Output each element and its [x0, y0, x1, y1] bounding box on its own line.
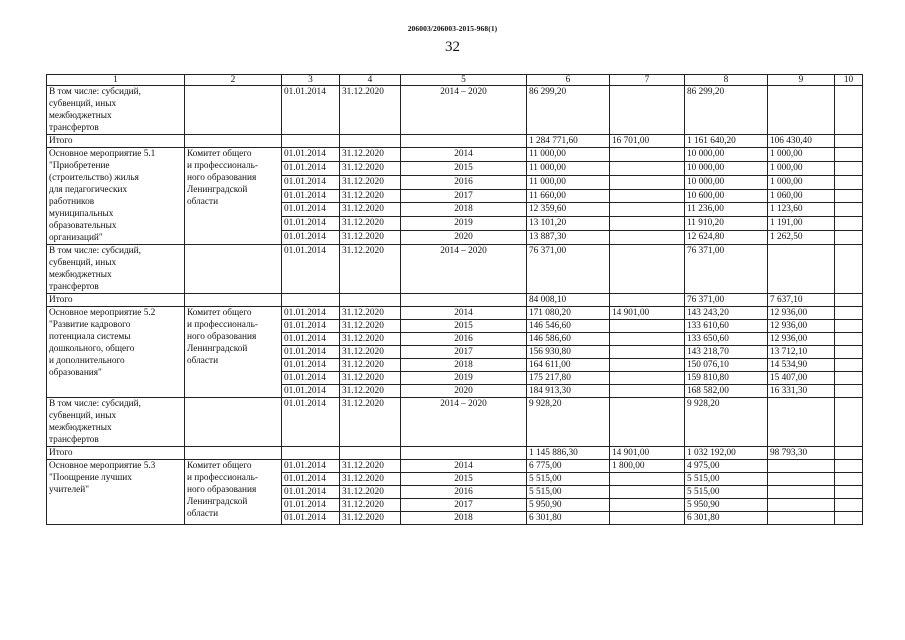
table-cell	[610, 189, 685, 203]
table-cell	[835, 307, 863, 320]
table-cell: 31.12.2020	[340, 512, 401, 525]
table-cell	[401, 294, 527, 307]
table-row	[47, 398, 863, 447]
table-cell: 1 000,00	[768, 161, 835, 175]
table-cell	[835, 135, 863, 148]
table-cell: 5 515,00	[527, 486, 610, 499]
table-cell: 10 600,00	[685, 189, 768, 203]
table-cell: 15 407,00	[768, 372, 835, 385]
table-cell: 01.01.2014	[282, 148, 340, 162]
table-cell	[835, 473, 863, 486]
table-cell: 76 371,00	[685, 294, 768, 307]
table-cell: 12 359,60	[527, 203, 610, 217]
table-row	[47, 294, 863, 307]
table-cell: 01.01.2014	[282, 398, 340, 447]
table-cell: 2018	[401, 203, 527, 217]
table-cell: 2018	[401, 359, 527, 372]
table-cell: 9 928,20	[685, 398, 768, 447]
table-cell: 01.01.2014	[282, 307, 340, 320]
table-cell: 31.12.2020	[340, 499, 401, 512]
table-cell: 01.01.2014	[282, 189, 340, 203]
table-cell: 9 928,20	[527, 398, 610, 447]
table-row	[47, 86, 863, 135]
table-cell: 31.12.2020	[340, 189, 401, 203]
table-row	[47, 460, 863, 473]
table-cell: 01.01.2014	[282, 512, 340, 525]
table-cell: 10 000,00	[685, 161, 768, 175]
table-cell	[610, 217, 685, 231]
table-cell: 01.01.2014	[282, 372, 340, 385]
column-header: 8	[685, 75, 768, 86]
table-cell: 2016	[401, 175, 527, 189]
table-cell	[610, 245, 685, 294]
table-cell	[185, 86, 282, 135]
table-cell: 31.12.2020	[340, 231, 401, 245]
table-cell	[610, 148, 685, 162]
table-cell	[835, 320, 863, 333]
column-header: 9	[768, 75, 835, 86]
table-cell: 2015	[401, 161, 527, 175]
table-cell: 31.12.2020	[340, 473, 401, 486]
table-cell: 1 191,00	[768, 217, 835, 231]
table-cell	[835, 86, 863, 135]
table-cell: 14 901,00	[610, 307, 685, 320]
table-cell: 86 299,20	[527, 86, 610, 135]
table-cell: 2014 – 2020	[401, 86, 527, 135]
table-cell: 2014 – 2020	[401, 398, 527, 447]
table-cell	[835, 385, 863, 398]
table-cell: 1 145 886,30	[527, 447, 610, 460]
table-cell: 31.12.2020	[340, 486, 401, 499]
table-row	[47, 245, 863, 294]
table-cell: 10 000,00	[685, 148, 768, 162]
table-cell	[835, 217, 863, 231]
table-cell	[768, 499, 835, 512]
table-cell	[610, 512, 685, 525]
table-cell: 76 371,00	[527, 245, 610, 294]
table-cell: 2014	[401, 460, 527, 473]
table-cell	[610, 486, 685, 499]
table-cell: 01.01.2014	[282, 320, 340, 333]
table-cell: Комитет общего и профессиональ- ного образования Ленинградской области	[185, 148, 282, 245]
table-cell: 01.01.2014	[282, 499, 340, 512]
table-cell: 76 371,00	[685, 245, 768, 294]
table-cell: 5 515,00	[685, 473, 768, 486]
table-cell: 1 000,00	[768, 175, 835, 189]
table-cell: 31.12.2020	[340, 460, 401, 473]
table-cell	[768, 398, 835, 447]
table-cell: 1 123,60	[768, 203, 835, 217]
table-cell	[340, 447, 401, 460]
table-cell: 12 936,00	[768, 307, 835, 320]
table-cell: 168 582,00	[685, 385, 768, 398]
table-cell: 11 910,20	[685, 217, 768, 231]
table-cell: 31.12.2020	[340, 320, 401, 333]
table-cell	[835, 398, 863, 447]
table-row	[47, 148, 863, 162]
table-cell: 2018	[401, 512, 527, 525]
table-cell: 01.01.2014	[282, 175, 340, 189]
table-cell: 5 950,90	[685, 499, 768, 512]
table-cell: Комитет общего и профессиональ- ного образования Ленинградской области	[185, 460, 282, 525]
table-cell	[835, 189, 863, 203]
table-cell	[185, 294, 282, 307]
column-header: 2	[185, 75, 282, 86]
table-cell	[610, 175, 685, 189]
table-cell: 11 000,00	[527, 148, 610, 162]
table-cell: 1 060,00	[768, 189, 835, 203]
table-cell: 1 284 771,60	[527, 135, 610, 148]
table-cell	[610, 346, 685, 359]
table-cell	[835, 359, 863, 372]
table-cell: 84 008,10	[527, 294, 610, 307]
table-cell: 6 301,80	[527, 512, 610, 525]
table-cell: 2017	[401, 346, 527, 359]
table-cell: 1 800,00	[610, 460, 685, 473]
table-cell: 1 161 640,20	[685, 135, 768, 148]
table-cell: Основное мероприятие 5.2 "Развитие кадрового потенциала системы дошкольного, общего и дополнительного образования"	[47, 307, 185, 398]
table-cell: 106 430,40	[768, 135, 835, 148]
table-cell: 01.01.2014	[282, 346, 340, 359]
table-cell: 31.12.2020	[340, 203, 401, 217]
table-cell: 98 793,30	[768, 447, 835, 460]
table-cell	[835, 148, 863, 162]
table-cell: 12 624,80	[685, 231, 768, 245]
table-cell: 2016	[401, 486, 527, 499]
table-cell: 2016	[401, 333, 527, 346]
table-cell: Основное мероприятие 5.3 "Поощрение лучших учителей"	[47, 460, 185, 525]
table-cell: 01.01.2014	[282, 486, 340, 499]
column-header: 3	[282, 75, 340, 86]
table-cell: Итого	[47, 294, 185, 307]
table-cell: 13 887,30	[527, 231, 610, 245]
table-cell: 01.01.2014	[282, 245, 340, 294]
table-cell: 2014	[401, 307, 527, 320]
table-cell	[835, 346, 863, 359]
table-cell	[768, 245, 835, 294]
budget-table	[46, 74, 863, 525]
table-cell	[185, 135, 282, 148]
document-header: 206003/206003-2015-968(1)	[407, 24, 498, 33]
column-header: 1	[47, 75, 185, 86]
table-cell: 2017	[401, 499, 527, 512]
table-cell: 14 534,90	[768, 359, 835, 372]
table-cell: 6 775,00	[527, 460, 610, 473]
table-cell: 156 930,80	[527, 346, 610, 359]
table-cell	[185, 245, 282, 294]
table-cell: 184 913,30	[527, 385, 610, 398]
page-number: 32	[445, 39, 460, 55]
column-header: 5	[401, 75, 527, 86]
table-cell: 2015	[401, 320, 527, 333]
table-cell: Основное мероприятие 5.1 "Приобретение (строительство) жилья для педагогических работников муниципальных образовательных организаций"	[47, 148, 185, 245]
table-cell	[610, 359, 685, 372]
table-cell: 13 712,10	[768, 346, 835, 359]
table-cell	[835, 499, 863, 512]
table-cell	[185, 447, 282, 460]
table-cell: 6 301,80	[685, 512, 768, 525]
column-header: 6	[527, 75, 610, 86]
table-cell	[835, 512, 863, 525]
table-cell: 171 080,20	[527, 307, 610, 320]
table-cell: 16 331,30	[768, 385, 835, 398]
table-cell	[185, 398, 282, 447]
table-cell	[768, 512, 835, 525]
table-cell: 2020	[401, 385, 527, 398]
table-cell: 31.12.2020	[340, 86, 401, 135]
table-cell: 31.12.2020	[340, 333, 401, 346]
table-row	[47, 307, 863, 320]
table-cell	[610, 333, 685, 346]
table-cell: 14 901,00	[610, 447, 685, 460]
table-cell: 146 546,60	[527, 320, 610, 333]
table-cell: 01.01.2014	[282, 359, 340, 372]
column-header: 7	[610, 75, 685, 86]
table-cell	[610, 499, 685, 512]
table-cell: 01.01.2014	[282, 217, 340, 231]
table-cell: 01.01.2014	[282, 473, 340, 486]
table-cell: 01.01.2014	[282, 86, 340, 135]
table-cell: 31.12.2020	[340, 245, 401, 294]
table-cell	[768, 486, 835, 499]
table-cell: 31.12.2020	[340, 398, 401, 447]
table-cell	[835, 245, 863, 294]
table-cell: 01.01.2014	[282, 203, 340, 217]
table-cell: 12 936,00	[768, 320, 835, 333]
table-cell: 01.01.2014	[282, 161, 340, 175]
table-cell: 31.12.2020	[340, 372, 401, 385]
table-cell: Комитет общего и профессиональ- ного образования Ленинградской области	[185, 307, 282, 398]
table-cell: 31.12.2020	[340, 359, 401, 372]
table-cell: 31.12.2020	[340, 385, 401, 398]
table-cell	[768, 473, 835, 486]
table-cell: 2015	[401, 473, 527, 486]
table-cell	[282, 294, 340, 307]
table-cell	[835, 372, 863, 385]
table-cell	[282, 135, 340, 148]
table-cell: 01.01.2014	[282, 333, 340, 346]
header-row	[47, 75, 863, 86]
table-cell	[610, 161, 685, 175]
table-cell	[835, 460, 863, 473]
table-cell: 01.01.2014	[282, 460, 340, 473]
table-cell: 86 299,20	[685, 86, 768, 135]
table-cell: 146 586,60	[527, 333, 610, 346]
table-cell: 16 701,00	[610, 135, 685, 148]
table-cell: 175 217,80	[527, 372, 610, 385]
table-cell: 2019	[401, 217, 527, 231]
table-row	[47, 135, 863, 148]
table-cell: 31.12.2020	[340, 161, 401, 175]
table-cell	[610, 231, 685, 245]
table-cell: 143 218,70	[685, 346, 768, 359]
table-cell	[610, 398, 685, 447]
table-cell: 2017	[401, 189, 527, 203]
table-cell	[768, 86, 835, 135]
table-cell: 11 236,00	[685, 203, 768, 217]
table-cell: 1 000,00	[768, 148, 835, 162]
table-body	[47, 86, 863, 525]
table-cell	[835, 294, 863, 307]
table-cell	[835, 447, 863, 460]
table-cell: 2014 – 2020	[401, 245, 527, 294]
table-cell: 4 975,00	[685, 460, 768, 473]
table-cell	[835, 175, 863, 189]
table-cell	[768, 460, 835, 473]
table-cell: 13 101,20	[527, 217, 610, 231]
table-cell: 10 000,00	[685, 175, 768, 189]
table-cell: 143 243,20	[685, 307, 768, 320]
table-cell: 7 637,10	[768, 294, 835, 307]
table-cell: 2014	[401, 148, 527, 162]
table-cell: 01.01.2014	[282, 385, 340, 398]
table-cell: 159 810,80	[685, 372, 768, 385]
table-cell	[835, 161, 863, 175]
table-cell: 01.01.2014	[282, 231, 340, 245]
column-header: 10	[835, 75, 863, 86]
table-cell	[401, 135, 527, 148]
column-header: 4	[340, 75, 401, 86]
table-cell	[610, 473, 685, 486]
table-cell: 31.12.2020	[340, 175, 401, 189]
table-cell	[340, 135, 401, 148]
table-cell	[340, 294, 401, 307]
table-cell: 5 515,00	[527, 473, 610, 486]
table-cell	[835, 203, 863, 217]
table-cell	[610, 294, 685, 307]
table-cell: В том числе: субсидий, субвенций, иных межбюджетных трансфертов	[47, 398, 185, 447]
table-cell: 164 611,00	[527, 359, 610, 372]
table-cell	[835, 333, 863, 346]
table-cell	[401, 447, 527, 460]
table-row	[47, 447, 863, 460]
table-cell: 11 000,00	[527, 175, 610, 189]
table-cell	[610, 385, 685, 398]
table-cell: 11 660,00	[527, 189, 610, 203]
table-cell: Итого	[47, 135, 185, 148]
table-cell: 31.12.2020	[340, 346, 401, 359]
table-cell: 5 515,00	[685, 486, 768, 499]
table-cell: 2020	[401, 231, 527, 245]
table-cell	[610, 320, 685, 333]
table-cell: Итого	[47, 447, 185, 460]
table-cell	[610, 372, 685, 385]
table-cell: В том числе: субсидий, субвенций, иных межбюджетных трансфертов	[47, 245, 185, 294]
table-cell	[610, 86, 685, 135]
table-cell	[835, 231, 863, 245]
table-cell	[282, 447, 340, 460]
table-cell	[835, 486, 863, 499]
table-cell: В том числе: субсидий, субвенций, иных межбюджетных трансфертов	[47, 86, 185, 135]
table-cell: 133 610,60	[685, 320, 768, 333]
table-cell: 31.12.2020	[340, 148, 401, 162]
table-cell: 1 262,50	[768, 231, 835, 245]
table-cell: 5 950,90	[527, 499, 610, 512]
table-cell: 31.12.2020	[340, 307, 401, 320]
table-cell: 133 650,60	[685, 333, 768, 346]
table-cell: 1 032 192,00	[685, 447, 768, 460]
table-cell: 150 076,10	[685, 359, 768, 372]
table-cell: 12 936,00	[768, 333, 835, 346]
table-cell: 31.12.2020	[340, 217, 401, 231]
table-cell: 11 000,00	[527, 161, 610, 175]
table-cell: 2019	[401, 372, 527, 385]
table-cell	[610, 203, 685, 217]
